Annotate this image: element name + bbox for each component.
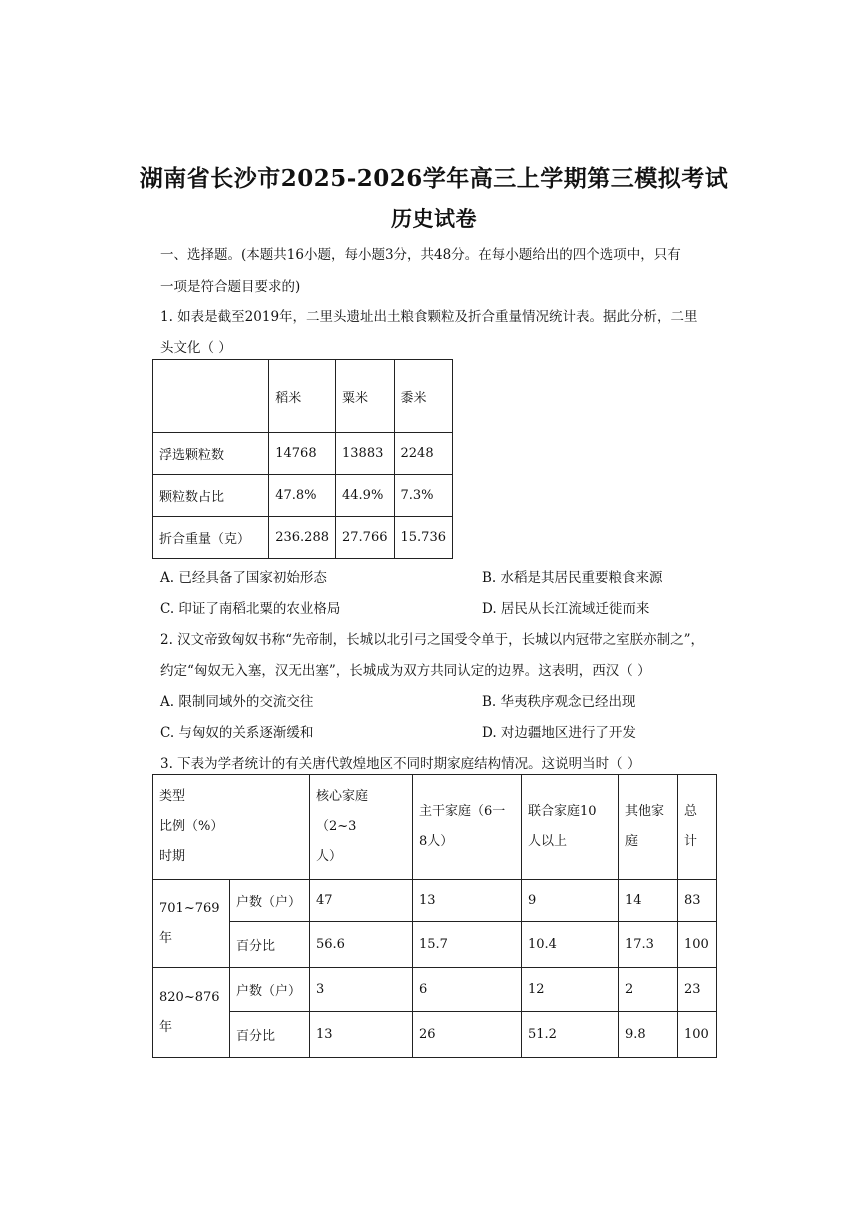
row-label-cell: 户数（户） (230, 880, 310, 922)
q2-option-d: D. 对边疆地区进行了开发 (482, 725, 636, 741)
q2-option-b: B. 华夷秩序观念已经出现 (482, 694, 636, 710)
table-header-cell (678, 775, 717, 880)
period-text: 701~769 (159, 900, 220, 916)
table-header-cell: 稻米 (269, 360, 336, 433)
table-header-cell (413, 775, 522, 880)
table-cell: 15.7 (413, 922, 522, 968)
q2-option-c: C. 与匈奴的关系逐渐缓和 (160, 725, 314, 741)
q1-table (152, 359, 453, 559)
table-row (153, 433, 453, 475)
table-cell: 3 (310, 968, 413, 1012)
table-cell: 13 (310, 1012, 413, 1058)
table-header-cell: 黍米 (394, 360, 453, 433)
corner-label-ratio: 比例（%） (159, 819, 224, 834)
table-cell: 15.736 (394, 517, 453, 559)
table-header-cell (522, 775, 619, 880)
period-text: 820~876 (159, 989, 220, 1005)
page-subtitle: 历史试卷 (391, 206, 477, 231)
table-cell: 12 (522, 968, 619, 1012)
corner-label-type: 类型 (159, 789, 186, 804)
q1-option-a: A. 已经具备了国家初始形态 (160, 570, 327, 586)
table-row (153, 775, 717, 880)
table-cell: 23 (678, 968, 717, 1012)
table-cell: 9 (522, 880, 619, 922)
header-text: 联合家庭10 (528, 804, 597, 819)
table-cell: 51.2 (522, 1012, 619, 1058)
table-cell: 9.8 (619, 1012, 678, 1058)
section-instructions-line1: 一、选择题。(本题共16小题，每小题3分，共48分。在每小题给出的四个选项中，只有 (160, 247, 681, 263)
q2-stem-line1: 2. 汉文帝致匈奴书称“先帝制，长城以北引弓之国受令单于，长城以内冠带之室朕亦制之”， (160, 632, 704, 648)
table-cell: 2 (619, 968, 678, 1012)
table-row (153, 968, 717, 1012)
table-row (153, 360, 453, 433)
table-header-cell (310, 775, 413, 880)
q3-stem: 3. 下表为学者统计的有关唐代敦煌地区不同时期家庭结构情况。这说明当时（ ） (160, 756, 641, 772)
table-cell: 6 (413, 968, 522, 1012)
period-text: 年 (159, 1019, 173, 1035)
header-text: 总 (684, 804, 698, 819)
header-text: 其他家 (625, 804, 665, 819)
table-cell: 236.288 (269, 517, 336, 559)
table-cell: 折合重量（克） (153, 517, 269, 559)
header-text: 核心家庭（2~3 (316, 789, 369, 834)
table-cell: 13 (413, 880, 522, 922)
table-cell: 14 (619, 880, 678, 922)
table-cell: 56.6 (310, 922, 413, 968)
table-row (153, 517, 453, 559)
table-header-cell (619, 775, 678, 880)
q1-stem-line2: 头文化（ ） (160, 340, 232, 356)
table-row (153, 475, 453, 517)
q1-option-c: C. 印证了南稻北粟的农业格局 (160, 601, 341, 617)
corner-label-period: 时期 (159, 849, 186, 864)
row-label-cell: 百分比 (230, 922, 310, 968)
table-cell: 浮选颗粒数 (153, 433, 269, 475)
period-text: 年 (159, 930, 173, 946)
row-label-cell: 百分比 (230, 1012, 310, 1058)
table-cell: 26 (413, 1012, 522, 1058)
table-corner-cell (153, 775, 310, 880)
period-cell (153, 968, 230, 1058)
table-cell: 47 (310, 880, 413, 922)
table-cell: 100 (678, 1012, 717, 1058)
table-row (153, 922, 717, 968)
table-row (153, 1012, 717, 1058)
section-instructions-line2: 一项是符合题目要求的) (160, 279, 301, 295)
header-text: 人） (316, 849, 343, 864)
table-header-cell (153, 360, 269, 433)
table-cell: 17.3 (619, 922, 678, 968)
q1-stem-line1: 1. 如表是截至2019年，二里头遗址出土粮食颗粒及折合重量情况统计表。据此分析，二里 (160, 309, 698, 325)
table-cell: 颗粒数占比 (153, 475, 269, 517)
q1-option-b: B. 水稻是其居民重要粮食来源 (482, 570, 663, 586)
table-cell: 10.4 (522, 922, 619, 968)
row-label-cell: 户数（户） (230, 968, 310, 1012)
table-cell: 83 (678, 880, 717, 922)
page-title: 湖南省长沙市2025-2026学年高三上学期第三模拟考试 (139, 165, 729, 192)
table-cell: 44.9% (336, 475, 395, 517)
header-text: 人以上 (528, 834, 568, 849)
q1-option-d: D. 居民从长江流域迁徙而来 (482, 601, 650, 617)
table-cell: 100 (678, 922, 717, 968)
q3-table (152, 774, 717, 1058)
table-cell: 27.766 (336, 517, 395, 559)
table-cell: 2248 (394, 433, 453, 475)
table-row (153, 880, 717, 922)
table-cell: 14768 (269, 433, 336, 475)
table-cell: 47.8% (269, 475, 336, 517)
table-cell: 13883 (336, 433, 395, 475)
header-text: 8人） (419, 834, 454, 849)
q2-option-a: A. 限制同域外的交流交往 (160, 694, 314, 710)
table-header-cell: 粟米 (336, 360, 395, 433)
q2-stem-line2: 约定“匈奴无入塞，汉无出塞”，长城成为双方共同认定的边界。这表明，西汉（ ） (160, 663, 651, 679)
period-cell (153, 880, 230, 968)
header-text: 庭 (625, 834, 639, 849)
table-cell: 7.3% (394, 475, 453, 517)
header-text: 主干家庭（6一 (419, 804, 506, 819)
header-text: 计 (684, 834, 698, 849)
